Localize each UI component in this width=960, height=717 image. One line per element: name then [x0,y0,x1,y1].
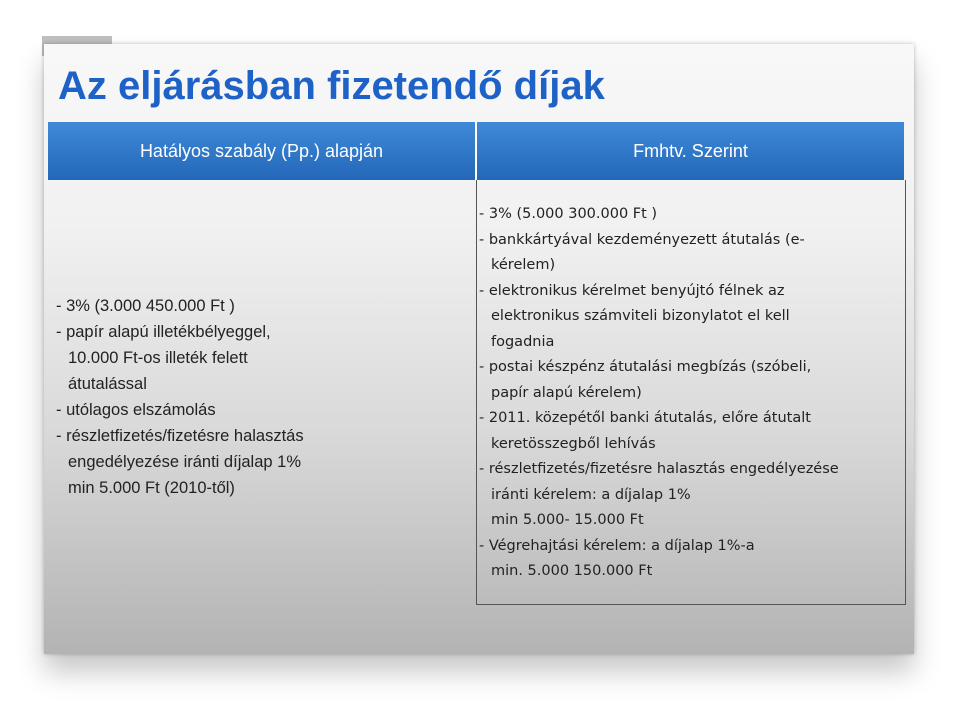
left-line: - papír alapú illetékbélyeggel, [56,323,271,341]
table-header-row [48,122,904,180]
header-right-cell: Fmhtv. Szerint [477,122,904,180]
right-line: iránti kérelem: a díjalap 1% [491,486,691,503]
right-line: papír alapú kérelem) [491,384,642,401]
right-line: kérelem) [491,257,556,273]
right-line: min 5.000- 15.000 Ft [491,512,644,528]
slide-title: Az eljárásban fizetendő díjak [58,64,605,108]
left-line: - részletfizetés/fizetésre halasztás [56,427,304,445]
left-line: engedélyezése iránti díjalap 1% [68,453,301,471]
left-line: átutalással [68,375,147,393]
right-line: - Végrehajtási kérelem: a díjalap 1%-a [479,537,755,554]
right-column [476,180,906,605]
header-left-cell: Hatályos szabály (Pp.) alapján [48,122,477,180]
left-line: - 3% (3.000 450.000 Ft ) [56,297,235,315]
right-line: - bankkártyával kezdeményezett átutalás (e- [479,231,805,248]
right-line: - 2011. közepétől banki átutalás, előre átutalt [479,410,811,426]
right-line: - postai készpénz átutalási megbízás (szóbeli, [479,359,812,375]
left-line: 10.000 Ft-os illeték felett [68,349,248,367]
right-line: fogadnia [491,333,555,350]
right-line: min. 5.000 150.000 Ft [491,563,653,579]
right-line: - 3% (5.000 300.000 Ft ) [479,206,658,222]
right-line: keretösszegből lehívás [491,435,656,452]
left-line: - utólagos elszámolás [56,401,216,419]
right-line: - részletfizetés/fizetésre halasztás engedélyezése [479,461,839,477]
left-line: min 5.000 Ft (2010-től) [68,479,235,497]
left-column-text [56,293,304,501]
right-line: - elektronikus kérelmet benyújtó félnek az [479,282,785,299]
right-column-text [479,202,839,585]
left-column [48,180,475,605]
right-line: elektronikus számviteli bizonylatot el kell [491,308,790,324]
